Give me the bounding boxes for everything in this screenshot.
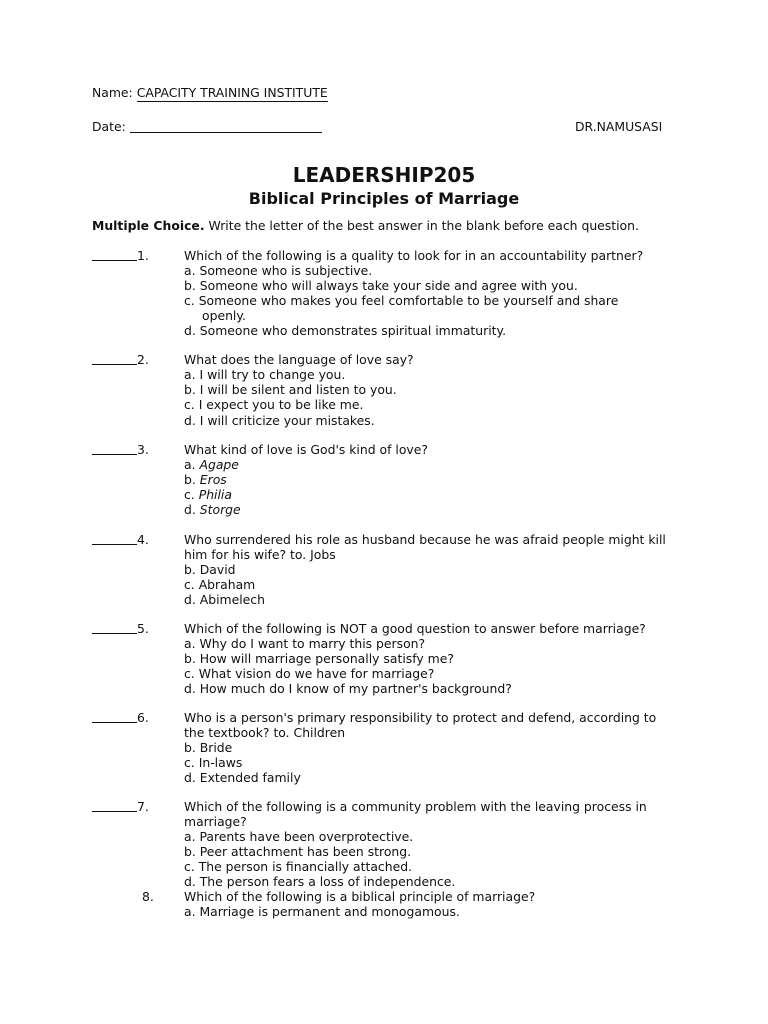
question-3-option-b: b. Eros (184, 472, 227, 487)
question-1-option-b: b. Someone who will always take your side and agree with you. (184, 278, 578, 293)
question-4-option-c: c. Abraham (184, 577, 256, 592)
question-5-text: Which of the following is NOT a good question to answer before marriage? (184, 621, 646, 636)
answer-blank (92, 353, 137, 365)
question-6-option-b: b. Bride (184, 740, 233, 755)
question-4-text-line-2: him for his wife? to. Jobs (184, 547, 336, 562)
name-label: Name: (92, 85, 133, 100)
question-1-number: 1. (92, 248, 149, 263)
question-2-option-c: c. I expect you to be like me. (184, 397, 364, 412)
question-5-option-c: c. What vision do we have for marriage? (184, 666, 435, 681)
question-5-option-a: a. Why do I want to marry this person? (184, 636, 426, 651)
question-7-option-a: a. Parents have been overprotective. (184, 829, 414, 844)
page-title: LEADERSHIP205 (292, 163, 476, 187)
date-row (92, 119, 322, 134)
date-label: Date: (92, 119, 126, 134)
instructions-text: Write the letter of the best answer in the blank before each question. (208, 218, 639, 233)
question-8-option-a: a. Marriage is permanent and monogamous. (184, 904, 460, 919)
instructions-lead: Multiple Choice. (92, 218, 205, 233)
question-2-option-d: d. I will criticize your mistakes. (184, 413, 375, 428)
answer-blank (92, 249, 137, 261)
question-4-number: 4. (92, 532, 149, 547)
question-2-number: 2. (92, 352, 149, 367)
question-1-text: Which of the following is a quality to look for in an accountability partner? (184, 248, 644, 263)
question-8-text: Which of the following is a biblical principle of marriage? (184, 889, 536, 904)
date-blank (130, 120, 322, 133)
question-6-text-line-2: the textbook? to. Children (184, 725, 346, 740)
question-5-number: 5. (92, 621, 149, 636)
question-4-option-b: b. David (184, 562, 236, 577)
answer-blank (92, 533, 137, 545)
instructions (92, 218, 639, 233)
page-subtitle: Biblical Principles of Marriage (248, 189, 520, 208)
question-3-option-a: a. Agape (184, 457, 239, 472)
answer-blank (92, 711, 137, 723)
question-7-option-c: c. The person is financially attached. (184, 859, 413, 874)
question-1-option-c-continued: openly. (202, 308, 246, 323)
question-1-option-c: c. Someone who makes you feel comfortable to be yourself and share (184, 293, 619, 308)
question-6-text-line-1: Who is a person's primary responsibility to protect and defend, according to (184, 710, 657, 725)
question-4-option-d: d. Abimelech (184, 592, 265, 607)
question-7-option-b: b. Peer attachment has been strong. (184, 844, 412, 859)
question-3-number: 3. (92, 442, 149, 457)
question-1-option-a: a. Someone who is subjective. (184, 263, 373, 278)
question-2-option-b: b. I will be silent and listen to you. (184, 382, 397, 397)
question-2-option-a: a. I will try to change you. (184, 367, 346, 382)
question-7-option-d: d. The person fears a loss of independence. (184, 874, 456, 889)
question-6-option-d: d. Extended family (184, 770, 301, 785)
answer-blank (92, 800, 137, 812)
name-row (92, 85, 328, 102)
question-3-text: What kind of love is God's kind of love? (184, 442, 428, 457)
answer-blank (92, 443, 137, 455)
question-5-option-b: b. How will marriage personally satisfy me? (184, 651, 454, 666)
question-3-option-d: d. Storge (184, 502, 241, 517)
name-value: CAPACITY TRAINING INSTITUTE (136, 85, 328, 100)
question-8-number: 8. (142, 889, 154, 904)
question-6-number: 6. (92, 710, 149, 725)
instructor-name: DR.NAMUSASI (575, 119, 663, 134)
question-5-option-d: d. How much do I know of my partner's background? (184, 681, 512, 696)
question-3-option-c: c. Philia (184, 487, 232, 502)
question-7-number: 7. (92, 799, 149, 814)
answer-blank (92, 622, 137, 634)
question-7-text-line-1: Which of the following is a community problem with the leaving process in (184, 799, 647, 814)
question-4-text-line-1: Who surrendered his role as husband because he was afraid people might kill (184, 532, 666, 547)
question-2-text: What does the language of love say? (184, 352, 414, 367)
question-6-option-c: c. In-laws (184, 755, 243, 770)
question-7-text-line-2: marriage? (184, 814, 247, 829)
question-1-option-d: d. Someone who demonstrates spiritual immaturity. (184, 323, 507, 338)
